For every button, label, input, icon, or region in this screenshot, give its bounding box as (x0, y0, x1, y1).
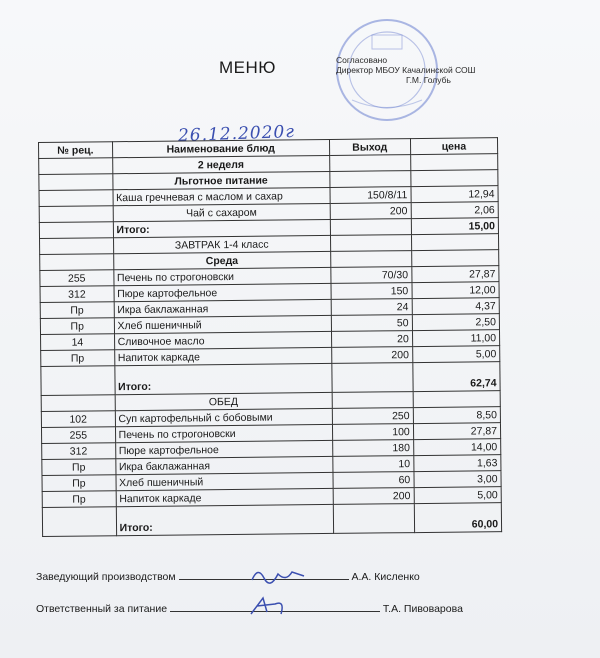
row-num: Пр (40, 318, 114, 335)
row-name: Икра баклажанная (114, 299, 331, 317)
row-num (39, 190, 113, 207)
row-out: 200 (333, 488, 414, 505)
row-name: Чай с сахаром (113, 203, 330, 221)
row-num: 255 (40, 270, 114, 287)
col-header-out: Выход (329, 139, 410, 156)
row-out: 60 (333, 472, 414, 489)
row-price: 5,00 (414, 487, 501, 504)
total-label: Итого: (113, 219, 330, 237)
row-name: Сливочное масло (114, 331, 331, 349)
row-name: Пюре картофельное (114, 283, 331, 301)
row-name: Хлеб пшеничный (116, 472, 333, 490)
row-price: 14,00 (413, 439, 500, 456)
row-num (39, 206, 113, 223)
col-header-name: Наименование блюд (112, 139, 329, 157)
section3-title: ОБЕД (115, 392, 332, 410)
section1-title: Льготное питание (112, 171, 329, 189)
row-name: Суп картофельный с бобовыми (115, 408, 332, 426)
approval-line-3: Г.М. Голубь (406, 75, 451, 85)
row-price: 3,00 (414, 471, 501, 488)
row-price: 12,94 (411, 186, 498, 203)
row-price: 5,00 (412, 346, 499, 363)
approval-line-1: Согласовано (336, 55, 388, 65)
approval-block (336, 55, 475, 85)
total-label: Итого: (116, 504, 333, 535)
row-name: Печень по строгоновски (113, 267, 330, 285)
total-value: 60,00 (414, 503, 502, 533)
row-price: 1,63 (413, 455, 500, 472)
row-name: Напиток каркаде (116, 488, 333, 506)
row-out: 70/30 (331, 267, 412, 284)
row-num: Пр (40, 302, 114, 319)
col-header-num: № рец. (39, 142, 113, 159)
row-out: 200 (331, 347, 412, 364)
row-num: Пр (41, 350, 115, 367)
manager-signature-line (36, 571, 420, 583)
manager-signature (248, 564, 308, 586)
row-name: Каша гречневая с маслом и сахар (113, 187, 330, 205)
row-price: 12,00 (412, 282, 499, 299)
approval-line-2: Директор МБОУ Качалинской СОШ (336, 65, 476, 75)
manager-label: Заведующий производством (36, 571, 176, 583)
section2-title: ЗАВТРАК 1-4 класс (113, 235, 330, 253)
total-label: Итого: (114, 363, 331, 394)
row-out: 20 (331, 331, 412, 348)
row-num: 14 (41, 334, 115, 351)
row-out: 100 (332, 424, 413, 441)
row-price: 8,50 (413, 407, 500, 424)
row-price: 2,06 (411, 202, 498, 219)
total-value: 62,74 (413, 362, 501, 392)
total-row (42, 503, 501, 537)
row-price: 27,87 (411, 266, 498, 283)
row-out: 150 (331, 283, 412, 300)
row-out: 200 (330, 203, 411, 220)
row-num: 102 (41, 411, 115, 428)
row-name: Хлеб пшеничный (114, 315, 331, 333)
handwritten-date: 26.12.2020г (177, 121, 296, 147)
row-num: 312 (42, 443, 116, 460)
row-price: 27,87 (413, 423, 500, 440)
row-num: 312 (40, 286, 114, 303)
row-name: Напиток каркаде (114, 347, 331, 365)
manager-name: А.А. Кисленко (351, 571, 420, 583)
row-num: 255 (41, 427, 115, 444)
col-header-price: цена (410, 138, 497, 155)
total-value: 15,00 (411, 218, 498, 235)
responsible-signature (245, 594, 295, 620)
row-out: 250 (332, 408, 413, 425)
row-out: 10 (333, 456, 414, 473)
page-title: МЕНЮ (219, 58, 276, 77)
row-out: 50 (331, 315, 412, 332)
responsible-name: Т.А. Пивоварова (382, 603, 463, 615)
row-price: 11,00 (412, 330, 499, 347)
row-num: Пр (42, 491, 116, 508)
row-num: Пр (42, 475, 116, 492)
row-out: 180 (332, 440, 413, 457)
row-name: Пюре картофельное (115, 440, 332, 458)
week-label: 2 неделя (112, 155, 329, 173)
row-out: 24 (331, 299, 412, 316)
row-name: Икра баклажанная (115, 456, 332, 474)
row-price: 2,50 (412, 314, 499, 331)
row-out: 150/8/11 (330, 187, 411, 204)
row-price: 4,37 (412, 298, 499, 315)
row-num: Пр (42, 459, 116, 476)
row-name: Печень по строгоновски (115, 424, 332, 442)
day-label: Среда (113, 251, 330, 269)
menu-table (38, 137, 502, 537)
responsible-label: Ответственный за питание (36, 603, 168, 615)
